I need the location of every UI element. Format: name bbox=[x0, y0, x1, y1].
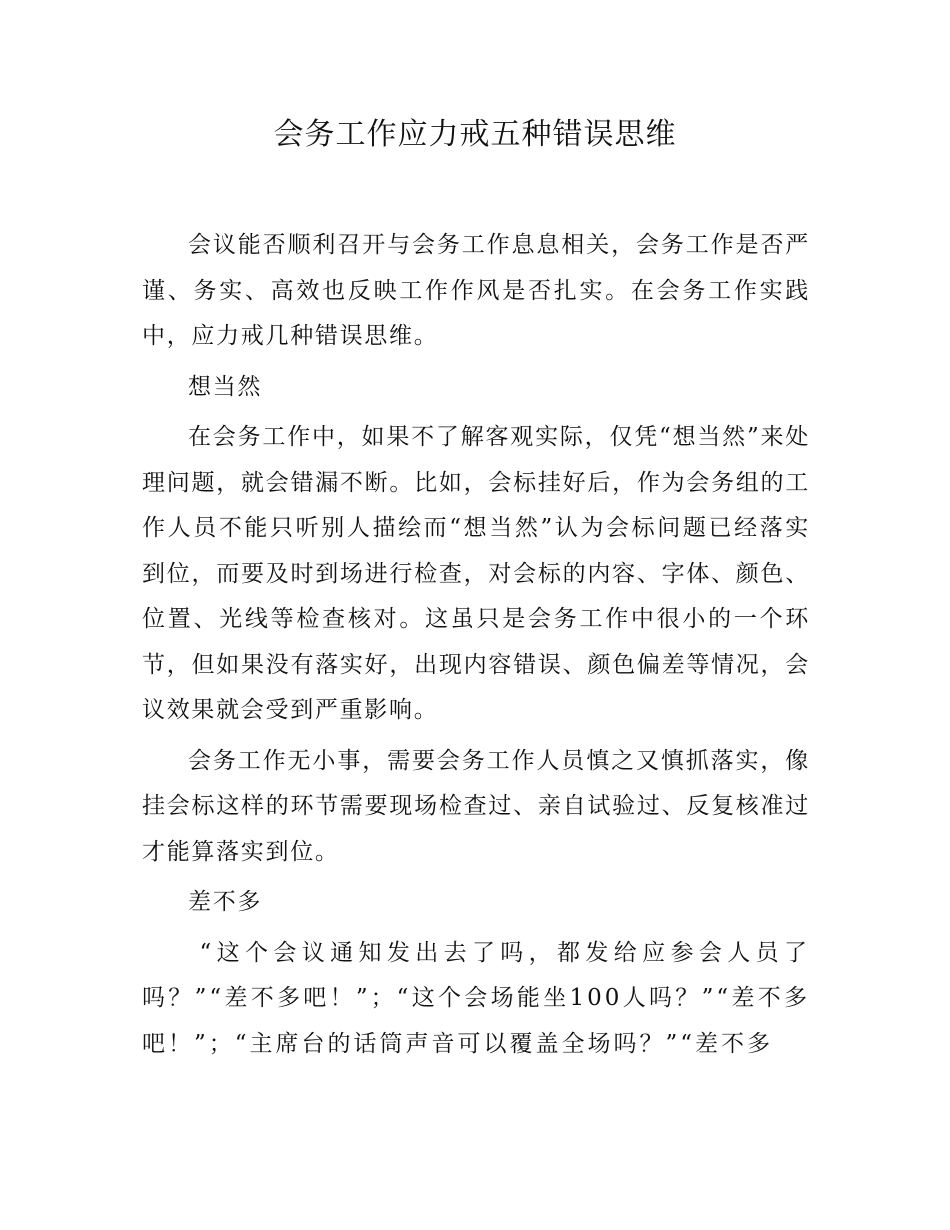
intro-paragraph: 会议能否顺利召开与会务工作息息相关，会务工作是否严谨、务实、高效也反映工作作风是否扎实。在会务工作实践中，应力戒几种错误思维。 bbox=[142, 232, 810, 349]
dialogue-paragraph: “这个会议通知发出去了吗，都发给应参会人员了吗？”“差不多吧！”；“这个会场能坐100人吗？”“差不多吧！”；“主席台的话筒声音可以覆盖全场吗？”“差不多 bbox=[142, 939, 810, 1057]
body-paragraph: 在会务工作中，如果不了解客观实际，仅凭“想当然”来处理问题，就会错漏不断。比如，会标挂好后，作为会务组的工作人员不能只听别人描绘而“想当然”认为会标问题已经落实到位，而要及时到场进行检查，对会标的内容、字体、颜色、位置、光线等检查核对。这虽只是会务工作中很小的一个环节，但如果没有落实好，出现内容错误、颜色偏差等情况，会议效果就会受到严重影响。 bbox=[142, 424, 810, 723]
document-title: 会务工作应力戒五种错误思维 bbox=[273, 117, 677, 152]
section-heading-xiangdangran: 想当然 bbox=[188, 373, 263, 400]
document-body bbox=[142, 223, 810, 1067]
section-heading-chabuduo: 差不多 bbox=[188, 889, 263, 915]
body-paragraph: 会务工作无小事，需要会务工作人员慎之又慎抓落实，像挂会标这样的环节需要现场检查过、亲自试验过、反复核准过才能算落实到位。 bbox=[142, 747, 810, 865]
